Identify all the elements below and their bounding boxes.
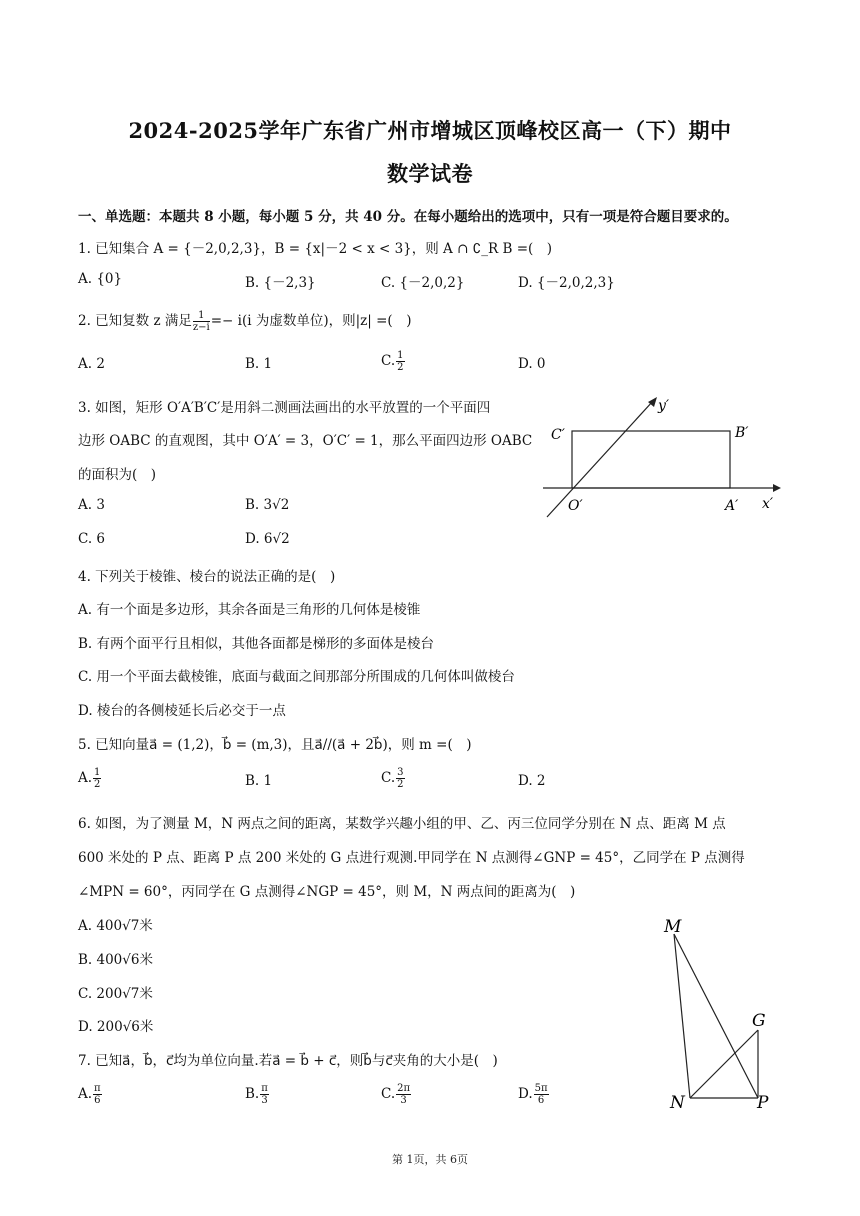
frac-den: 3 — [400, 1095, 407, 1106]
q7-option-c — [381, 1083, 412, 1106]
q7-option-b-frac — [260, 1083, 269, 1106]
q2-stem-post: =− i(i 为虚数单位)，则|z| =( ) — [210, 313, 412, 329]
q5-option-b: B. 1 — [245, 773, 273, 789]
frac-den: 2 — [397, 779, 404, 790]
q2-option-c-label: C. — [381, 353, 396, 369]
frac-num: π — [94, 1083, 101, 1094]
q5-option-c — [381, 767, 406, 790]
q2-option-c-frac — [396, 350, 404, 373]
q7-option-a — [78, 1083, 103, 1106]
q6-option-a: A. 400√7米 — [78, 918, 153, 934]
label-o: O′ — [568, 498, 583, 514]
q1-option-b: B. {－2,3} — [245, 275, 316, 291]
frac-num: 3 — [397, 767, 404, 778]
q7-option-d-label: D. — [518, 1086, 533, 1102]
section-heading: 一、单选题：本题共 8 小题，每小题 5 分，共 40 分。在每小题给出的选项中，只有一项是符合题目要求的。 — [78, 209, 738, 225]
q5-option-a-label: A. — [78, 770, 93, 786]
q7-option-d-frac — [534, 1083, 549, 1106]
q6-figure — [650, 910, 780, 1115]
label-b: B′ — [735, 425, 749, 441]
frac-num: 1 — [397, 350, 404, 361]
line-mn — [674, 934, 690, 1098]
frac-num: 2π — [397, 1083, 411, 1094]
label-a: A′ — [725, 498, 739, 514]
question-6-line3: ∠MPN = 60°，丙同学在 G 点测得∠NGP = 45°，则 M，N 两点间的距离为( ) — [78, 884, 576, 900]
frac-den: 6 — [537, 1095, 545, 1106]
label-x: x′ — [762, 496, 774, 512]
q5-option-c-frac — [396, 767, 404, 790]
q5-option-d: D. 2 — [518, 773, 546, 789]
q2-option-d: D. 0 — [518, 356, 546, 372]
page-footer: 第 1页，共 6页 — [392, 1153, 468, 1166]
label-m: M — [664, 917, 682, 937]
frac-num: π — [261, 1083, 268, 1094]
q2-option-a: A. 2 — [78, 356, 105, 372]
q1-option-a: A. {0} — [78, 271, 123, 287]
q4-option-d: D. 棱台的各侧棱延长后必交于一点 — [78, 703, 286, 719]
question-4-stem: 4. 下列关于棱锥、棱台的说法正确的是( ) — [78, 569, 336, 585]
label-g: G — [752, 1011, 766, 1031]
q5-option-a — [78, 767, 102, 790]
label-n: N — [670, 1093, 685, 1113]
q2-option-c — [381, 350, 406, 373]
q2-frac-den: z−i — [192, 322, 210, 333]
q1-option-d: D. {－2,0,2,3} — [518, 275, 615, 291]
frac-den: 3 — [261, 1095, 268, 1106]
q2-option-b: B. 1 — [245, 356, 273, 372]
q3-option-a: A. 3 — [78, 497, 105, 513]
line-ng — [690, 1030, 758, 1098]
frac-num: 1 — [94, 767, 101, 778]
q3-option-c: C. 6 — [78, 531, 106, 547]
question-3-line3: 的面积为( ) — [78, 467, 157, 483]
q7-option-b-label: B. — [245, 1086, 260, 1102]
label-c: C′ — [551, 427, 565, 443]
question-7-stem: 7. 已知a⃗，b⃗，c⃗均为单位向量.若a⃗ = b⃗ + c⃗，则b⃗与c⃗夹角的大小是( ) — [78, 1053, 498, 1069]
line-mp — [674, 934, 758, 1098]
q5-option-c-label: C. — [381, 770, 396, 786]
frac-den: 2 — [397, 362, 404, 373]
q7-option-c-frac — [396, 1083, 411, 1106]
q7-option-c-label: C. — [381, 1086, 396, 1102]
label-p: P — [757, 1093, 769, 1113]
q4-option-c: C. 用一个平面去截棱锥，底面与截面之间那部分所围成的几何体叫做棱台 — [78, 669, 515, 685]
label-y: y′ — [658, 398, 670, 414]
question-5-stem: 5. 已知向量a⃗ = (1,2)，b⃗ = (m,3)，且a⃗//(a⃗ + 2b⃗)，则 m =( ) — [78, 737, 472, 753]
q7-option-d — [518, 1083, 550, 1106]
question-3-line2: 边形 OABC 的直观图，其中 O′A′ = 3，O′C′ = 1，那么平面四边形 OABC — [78, 433, 533, 449]
q2-frac-num: 1 — [193, 310, 210, 322]
q6-option-c: C. 200√7米 — [78, 986, 153, 1002]
frac-den: 6 — [94, 1095, 101, 1106]
question-6-line1: 6. 如图，为了测量 M，N 两点之间的距离，某数学兴趣小组的甲、乙、丙三位同学分别在 N 点、距离 M 点 — [78, 816, 726, 832]
question-1-stem: 1. 已知集合 A = {－2,0,2,3}，B = {x|－2 < x < 3}，则 A ∩ ∁_R B =( ) — [78, 241, 553, 257]
q2-stem-pre: 2. 已知复数 z 满足 — [78, 313, 192, 329]
q7-option-a-label: A. — [78, 1086, 93, 1102]
frac-num: 5π — [534, 1083, 548, 1094]
q1-option-c: C. {－2,0,2} — [381, 275, 465, 291]
q4-option-b: B. 有两个面平行且相似，其他各面都是梯形的多面体是棱台 — [78, 636, 435, 652]
q3-option-b: B. 3√2 — [245, 497, 290, 513]
y-axis — [547, 401, 653, 517]
q3-figure — [535, 392, 785, 522]
q7-option-a-frac — [93, 1083, 102, 1106]
q4-option-a: A. 有一个面是多边形，其余各面是三角形的几何体是棱锥 — [78, 602, 421, 618]
question-3-line1: 3. 如图，矩形 O′A′B′C′是用斜二测画法画出的水平放置的一个平面四 — [78, 400, 491, 416]
page-subtitle: 数学试卷 — [387, 161, 473, 186]
q2-fraction — [193, 310, 210, 333]
question-6-line2: 600 米处的 P 点、距离 P 点 200 米处的 G 点进行观测.甲同学在 N 点测得∠GNP = 45°，乙同学在 P 点测得 — [78, 850, 745, 866]
q6-option-d: D. 200√6米 — [78, 1019, 154, 1035]
question-2-stem — [78, 309, 411, 333]
rectangle-oabc — [572, 431, 730, 488]
frac-den: 2 — [94, 779, 101, 790]
q5-option-a-frac — [93, 767, 101, 790]
q7-option-b — [245, 1083, 270, 1106]
x-axis-arrow — [773, 484, 781, 492]
page-title: 2024-2025学年广东省广州市增城区顶峰校区高一（下）期中 — [128, 118, 732, 143]
q6-option-b: B. 400√6米 — [78, 952, 153, 968]
q3-option-d: D. 6√2 — [245, 531, 290, 547]
